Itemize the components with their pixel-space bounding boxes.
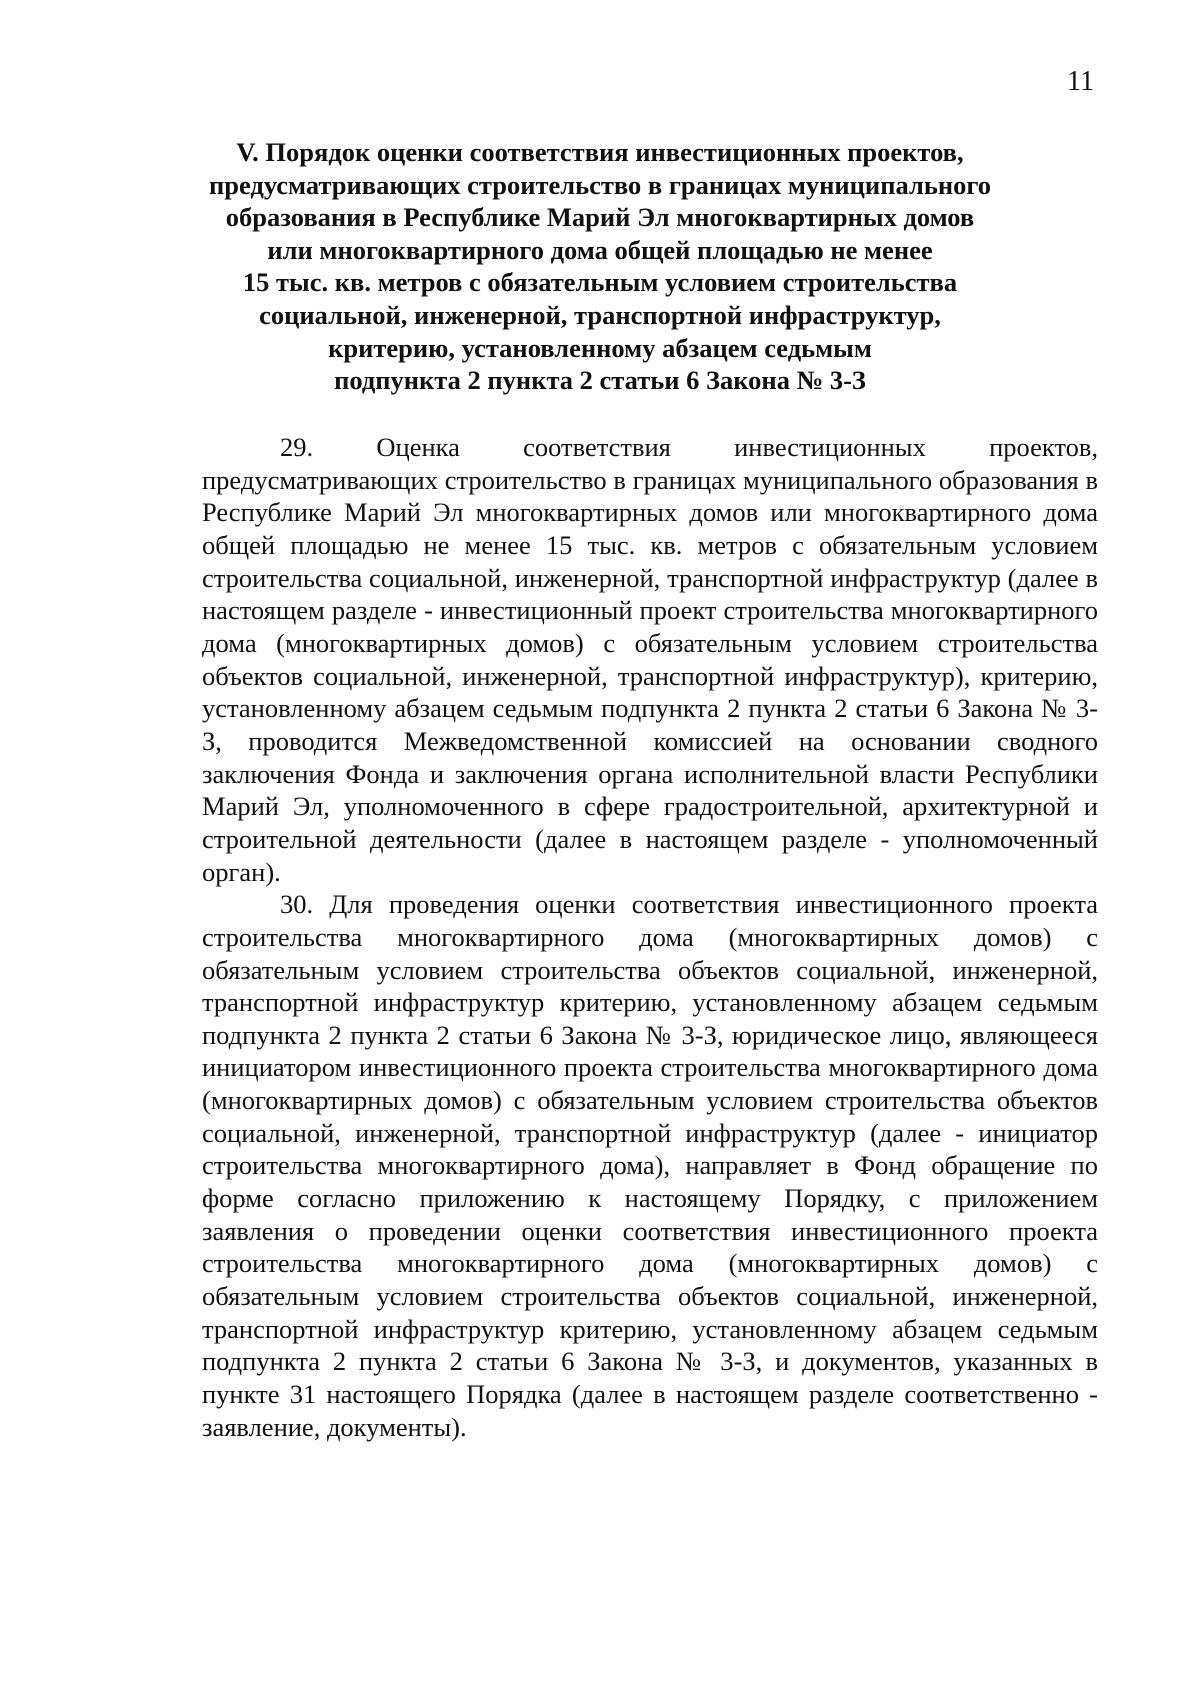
heading-line: предусматривающих строительство в границах муниципального <box>209 169 991 200</box>
heading-line: критерию, установленному абзацем седьмым <box>328 332 872 363</box>
paragraph-29: 29. Оценка соответствия инвестиционных проектов, предусматривающих строительство в границах муниципального образования в Республике Марий Эл многоквартирных домов или многоквартирного дома общей площадью не менее 15 тыс. кв. метров с обязательным условием строительства социальной, инженерной, транспортной инфраструктур (далее в настоящем разделе - инвестиционный проект строительства многоквартирного дома (многоквартирных домов) с обязательным условием строительства объектов социальной, инженерной, транспортной инфраструктур), критерию, установленному абзацем седьмым подпункта 2 пункта 2 статьи 6 Закона № 3-З, проводится Межведомственной комиссией на основании сводного заключения Фонда и заключения органа исполнительной власти Республики Марий Эл, уполномоченного в сфере градостроительной, архитектурной и строительной деятельности (далее в настоящем разделе - уполномоченный орган). <box>202 432 1098 887</box>
heading-line: социальной, инженерной, транспортной инфраструктур, <box>259 299 941 330</box>
heading-line: или многоквартирного дома общей площадью не менее <box>267 234 933 265</box>
heading-line: образования в Республике Марий Эл многоквартирных домов <box>225 202 975 233</box>
paragraph-30: 30. Для проведения оценки соответствия инвестиционного проекта строительства многоквартирного дома (многоквартирных домов) с обязательным условием строительства объектов социальной, инженерной, транспортной инфраструктур критерию, установленному абзацем седьмым подпункта 2 пункта 2 статьи 6 Закона № 3-З, юридическое лицо, являющееся инициатором инвестиционного проекта строительства многоквартирного дома (многоквартирных домов) с обязательным условием строительства объектов социальной, инженерной, транспортной инфраструктур (далее - инициатор строительства многоквартирного дома), направляет в Фонд обращение по форме согласно приложению к настоящему Порядку, с приложением заявления о проведении оценки соответствия инвестиционного проекта строительства многоквартирного дома (многоквартирных домов) с обязательным условием строительства объектов социальной, инженерной, транспортной инфраструктур критерию, установленному абзацем седьмым подпункта 2 пункта 2 статьи 6 Закона № 3-З, и документов, указанных в пункте 31 настоящего Порядка (далее в настоящем разделе соответственно - заявление, документы). <box>202 889 1098 1442</box>
heading-line: подпункта 2 пункта 2 статьи 6 Закона № 3-З <box>334 365 866 396</box>
section-heading <box>160 136 1040 397</box>
heading-line: V. Порядок оценки соответствия инвестиционных проектов, <box>236 137 964 167</box>
page-number: 11 <box>1067 66 1094 97</box>
body-text <box>202 431 1098 1443</box>
heading-line: 15 тыс. кв. метров с обязательным условием строительства <box>242 267 958 298</box>
